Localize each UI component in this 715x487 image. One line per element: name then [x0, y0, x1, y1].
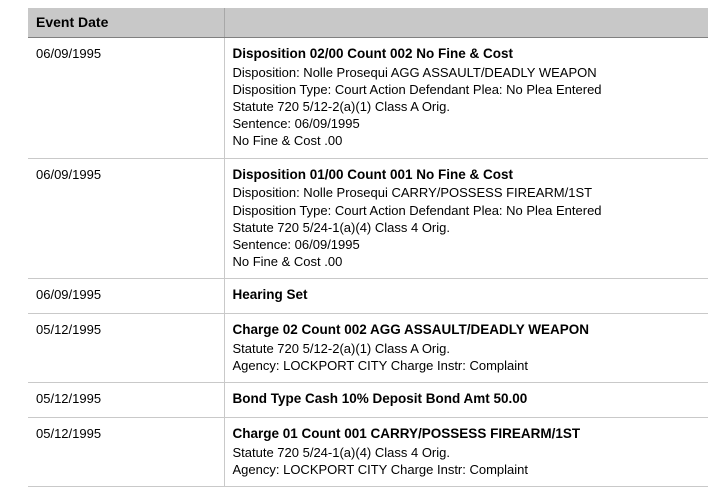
event-detail-line: Disposition Type: Court Action Defendant Plea: No Plea Entered [232, 202, 602, 218]
table-row[interactable] [28, 279, 708, 314]
event-detail-line: Agency: LOCKPORT CITY Charge Instr: Complaint [232, 357, 529, 373]
column-header-event-detail [224, 8, 708, 38]
event-date-cell: 06/09/1995 [28, 38, 224, 159]
column-header-event-date: Event Date [28, 8, 224, 38]
event-date-cell: 05/12/1995 [28, 417, 224, 486]
event-detail-cell [224, 279, 708, 314]
event-title: Charge 01 Count 001 CARRY/POSSESS FIREARM/1ST [232, 425, 581, 441]
event-date-cell: 05/12/1995 [28, 314, 224, 383]
event-detail-line: Disposition Type: Court Action Defendant Plea: No Plea Entered [232, 81, 602, 97]
table-row[interactable] [28, 38, 708, 159]
event-detail-line: Statute 720 5/24-1(a)(4) Class 4 Orig. [232, 444, 450, 460]
table-body [28, 38, 708, 487]
event-detail-cell [224, 314, 708, 383]
event-title: Disposition 01/00 Count 001 No Fine & Cost [232, 166, 514, 182]
table-row[interactable] [28, 417, 708, 486]
event-title: Bond Type Cash 10% Deposit Bond Amt 50.00 [232, 391, 528, 407]
event-title: Disposition 02/00 Count 002 No Fine & Cost [232, 46, 514, 61]
event-detail-line: Disposition: Nolle Prosequi AGG ASSAULT/DEADLY WEAPON [232, 64, 597, 80]
event-title: Hearing Set [232, 287, 308, 303]
event-detail-line: No Fine & Cost .00 [232, 133, 343, 149]
left-margin [0, 0, 28, 475]
table-row[interactable] [28, 314, 708, 383]
event-detail-cell [224, 417, 708, 486]
event-detail-line: No Fine & Cost .00 [232, 254, 343, 270]
event-detail-line: Disposition: Nolle Prosequi CARRY/POSSESS FIREARM/1ST [232, 185, 593, 201]
event-detail-cell [224, 383, 708, 418]
event-detail-line: Sentence: 06/09/1995 [232, 116, 360, 132]
table-row[interactable] [28, 383, 708, 418]
event-date-cell: 05/12/1995 [28, 383, 224, 418]
event-date-cell: 06/09/1995 [28, 279, 224, 314]
event-detail-line: Statute 720 5/24-1(a)(4) Class 4 Orig. [232, 219, 450, 235]
table-header-row [28, 8, 708, 38]
event-detail-line: Statute 720 5/12-2(a)(1) Class A Orig. [232, 99, 450, 115]
event-title: Charge 02 Count 002 AGG ASSAULT/DEADLY WEAPON [232, 322, 590, 337]
event-detail-line: Statute 720 5/12-2(a)(1) Class A Orig. [232, 340, 450, 356]
event-detail-cell [224, 38, 708, 159]
event-detail-line: Agency: LOCKPORT CITY Charge Instr: Complaint [232, 461, 529, 477]
table-header [28, 8, 708, 38]
event-detail-cell [224, 158, 708, 279]
event-date-cell: 06/09/1995 [28, 158, 224, 279]
case-events-table [28, 8, 708, 487]
event-detail-line: Sentence: 06/09/1995 [232, 236, 360, 252]
table-row[interactable] [28, 158, 708, 279]
